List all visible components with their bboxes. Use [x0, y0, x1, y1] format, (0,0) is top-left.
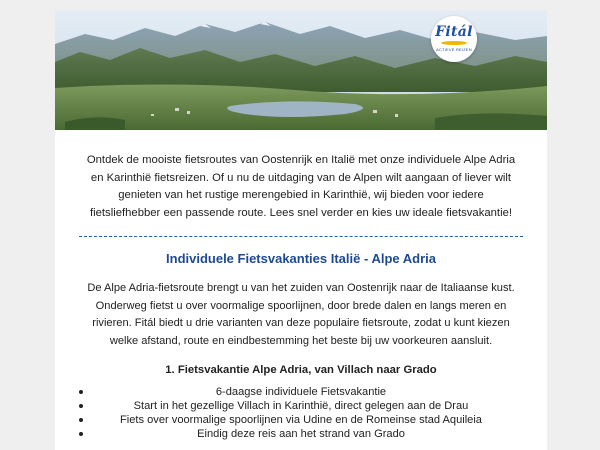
list-item	[55, 399, 547, 413]
option-1-bullets	[55, 385, 547, 441]
option-1-title: 1. Fietsvakantie Alpe Adria, van Villach naar Grado	[165, 364, 437, 376]
logo-tagline: ACTIEVE REIZEN	[436, 47, 472, 52]
fital-logo[interactable]	[431, 16, 477, 62]
list-item	[55, 413, 547, 427]
section-body: De Alpe Adria-fietsroute brengt u van het zuiden van Oostenrijk naar de Italiaanse kust. Onderweg fietst u over voormalige spoorlijnen, door brede dalen en langs meren en rivieren. Fitál biedt u drie varianten van deze populaire fietsroute, zodat u kunt kiezen welke afstand, route en eindbestemming het beste bij uw voorkeuren aansluit.	[87, 282, 515, 347]
hero-image	[55, 10, 547, 130]
list-item-text: Fiets over voormalige spoorlijnen via Udine en de Romeinse stad Aquileia	[120, 414, 482, 426]
bullet-icon	[79, 404, 83, 408]
email-body	[55, 10, 547, 450]
list-item	[55, 427, 547, 441]
bullet-icon	[79, 390, 83, 394]
logo-swoosh-icon	[441, 41, 467, 45]
list-item-text: Start in het gezellige Villach in Karinthië, direct gelegen aan de Drau	[133, 400, 469, 412]
bullet-icon	[79, 432, 83, 436]
section-title[interactable]: Individuele Fietsvakanties Italië - Alpe Adria	[166, 251, 436, 266]
intro-paragraph: Ontdek de mooiste fietsroutes van Oostenrijk en Italië met onze individuele Alpe Adria en Karinthië fietsreizen. Of u nu de uitdaging van de Alpen wilt aangaan of liever wilt genieten van het rustige merengebied in Karinthië, wij bieden voor iedere fietsliefhebber een passende route. Lees snel verder en kies uw ideale fietsvakantie!	[86, 154, 516, 219]
list-item	[55, 385, 547, 399]
list-item-text: Eindig deze reis aan het strand van Grado	[197, 428, 405, 440]
list-item-text: 6-daagse individuele Fietsvakantie	[215, 386, 387, 398]
dashed-divider	[79, 236, 523, 237]
logo-wordmark: Fitál	[435, 24, 473, 40]
bullet-icon	[79, 418, 83, 422]
